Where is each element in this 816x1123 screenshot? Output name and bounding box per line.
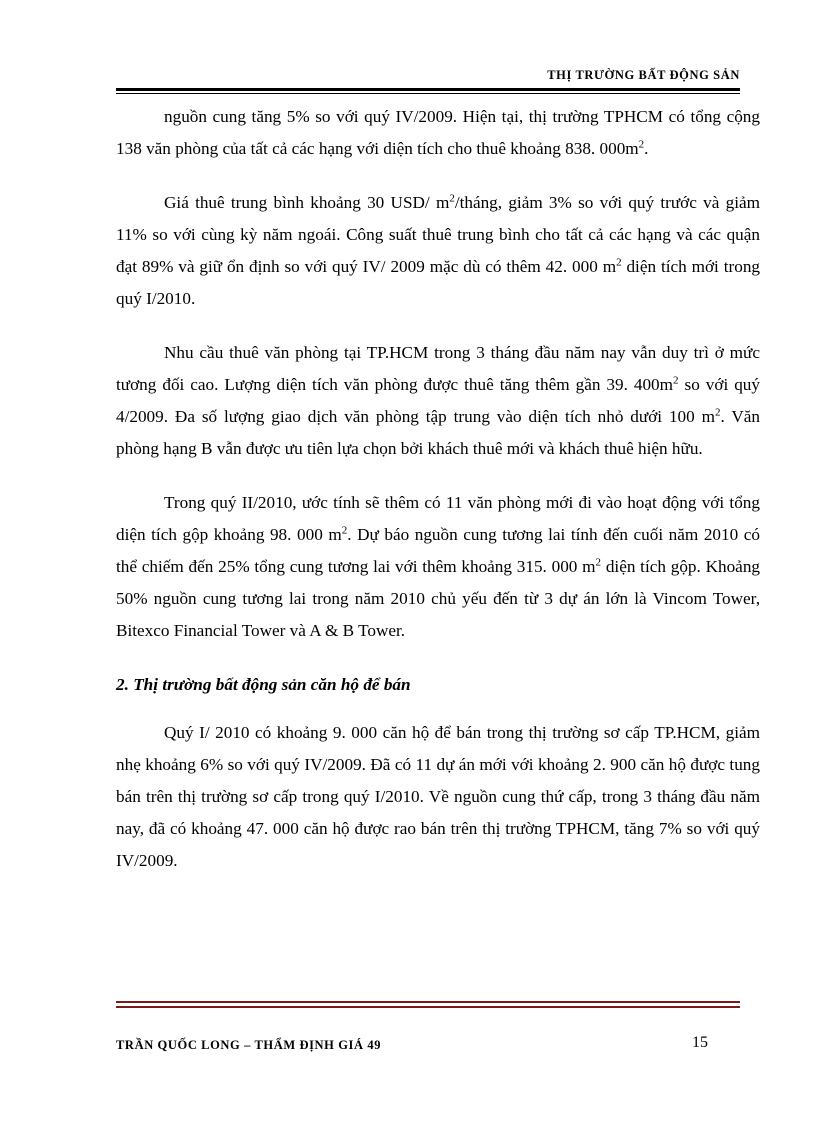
section-heading: 2. Thị trường bất động sản căn hộ để bán (116, 675, 411, 694)
superscript: 2 (714, 406, 721, 419)
superscript: 2 (341, 524, 348, 537)
paragraph-text: Trong quý II/2010, ước tính sẽ thêm có 11 văn phòng mới đi vào hoạt động với tổng diện tích gộp khoảng 98. 000 m (116, 493, 760, 544)
paragraph-text: . Dự báo nguồn cung tương lai tính đến cuối năm 2010 có thể chiếm đến 25% tổng cung tương lai với thêm khoảng 315. 000 m (116, 525, 760, 576)
superscript: 2 (595, 556, 602, 569)
page-body (116, 101, 760, 899)
paragraph-text: Giá thuê trung bình khoảng 30 USD/ m (164, 193, 450, 212)
footer-rule-top (116, 1001, 740, 1003)
paragraph-text: diện tích mới trong quý I/2010. (116, 257, 761, 308)
paragraph-office-forecast (116, 487, 760, 647)
superscript: 2 (638, 138, 645, 151)
superscript: 2 (449, 192, 455, 205)
paragraph-office-supply (116, 101, 760, 165)
paragraph-text: . (644, 139, 649, 158)
footer-author: TRẦN QUỐC LONG – THẨM ĐỊNH GIÁ 49 (116, 1038, 382, 1052)
superscript: 2 (616, 256, 622, 269)
paragraph-text: . Văn phòng hạng B vẫn được ưu tiên lựa chọn bởi khách thuê mới và khách thuê hiện hữu. (116, 407, 760, 458)
paragraph-office-rent (116, 187, 760, 315)
header-rule-thick (116, 88, 740, 91)
paragraph-text: nguồn cung tăng 5% so với quý IV/2009. Hiện tại, thị trường TPHCM có tổng cộng 138 văn phòng của tất cả các hạng với diện tích cho thuê khoảng 838. 000m (116, 107, 760, 158)
paragraph-text: so với quý 4/2009. Đa số lượng giao dịch văn phòng tập trung vào diện tích nhỏ dưới 100 m (116, 375, 760, 426)
header-rule-thin (116, 93, 740, 94)
paragraph-text: diện tích gộp. Khoảng 50% nguồn cung tương lai trong năm 2010 chủ yếu đến từ 3 dự án lớn là Vincom Tower, Bitexco Financial Tower và A & B Tower. (116, 557, 761, 640)
paragraph-apartment-supply: Quý I/ 2010 có khoảng 9. 000 căn hộ để bán trong thị trường sơ cấp TP.HCM, giảm nhẹ khoảng 6% so với quý IV/2009. Đã có 11 dự án mới với khoảng 2. 900 căn hộ được tung bán trên thị trường sơ cấp trong quý I/2010. Về nguồn cung thứ cấp, trong 3 tháng đầu năm nay, đã có khoảng 47. 000 căn hộ được rao bán trên thị trường TPHCM, tăng 7% so với quý IV/2009. (116, 723, 760, 870)
superscript: 2 (673, 374, 679, 387)
paragraph-office-demand (116, 337, 760, 465)
paragraph-text: Nhu cầu thuê văn phòng tại TP.HCM trong 3 tháng đầu năm nay vẫn duy trì ở mức tương đối cao. Lượng diện tích văn phòng được thuê tăng thêm gần 39. 400m (116, 343, 760, 394)
paragraph-text: /tháng, giảm 3% so với quý trước và giảm 11% so với cùng kỳ năm ngoái. Công suất thuê trung bình cho tất cả các hạng và các quận đạt 89% và giữ ổn định so với quý IV/ 2009 mặc dù có thêm 42. 000 m (116, 193, 760, 276)
footer-rule-bottom (116, 1006, 740, 1008)
running-header-title: THỊ TRƯỜNG BẤT ĐỘNG SẢN (547, 68, 740, 82)
page-number: 15 (692, 1034, 708, 1051)
